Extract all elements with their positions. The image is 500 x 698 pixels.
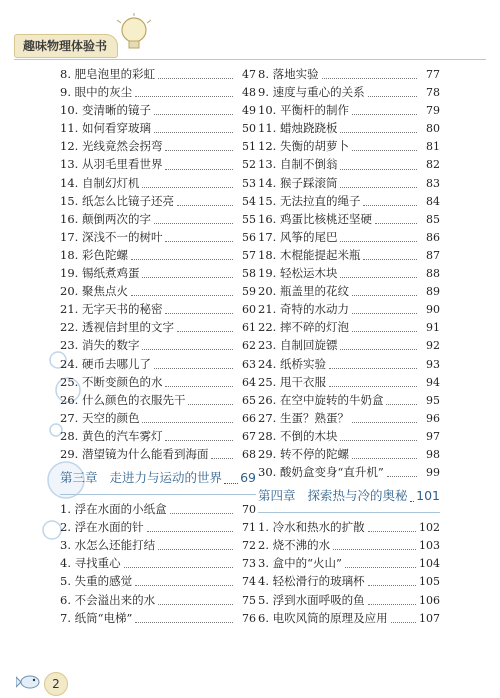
leader-dots (352, 457, 417, 459)
leader-dots (154, 113, 233, 115)
toc-entry[interactable] (258, 573, 440, 591)
toc-entry-page: 78 (426, 86, 440, 100)
toc-entry-page: 104 (419, 557, 440, 571)
toc-entry-page: 75 (242, 593, 256, 607)
toc-entry-page: 93 (426, 357, 440, 371)
toc-entry[interactable] (60, 356, 256, 374)
toc-entry-title: 12. 失衡的胡萝卜 (258, 139, 349, 154)
toc-entry-page: 88 (426, 267, 440, 281)
toc-entry-page: 60 (242, 303, 256, 317)
toc-entry-title: 9. 速度与重心的关系 (258, 85, 365, 100)
chapter-page: 69 (240, 470, 256, 486)
toc-entry-page: 47 (242, 68, 256, 81)
toc-entry-page: 86 (426, 230, 440, 244)
toc-entry-page: 95 (426, 393, 440, 407)
leader-dots (368, 603, 416, 605)
leader-dots (387, 475, 417, 477)
toc-entry-title: 22. 透视信封里的文字 (60, 320, 174, 335)
toc-entry[interactable] (60, 265, 256, 283)
toc-entry-page: 105 (419, 575, 440, 589)
toc-entry-title: 20. 瓶盖里的花纹 (258, 284, 349, 299)
leader-dots (135, 584, 233, 586)
chapter-title: 探索热与冷的奥秘 (307, 488, 408, 504)
toc-entry-title: 11. 如何看穿玻璃 (60, 121, 151, 136)
leader-dots (333, 548, 416, 550)
leader-dots (154, 222, 233, 224)
leader-dots (352, 294, 417, 296)
toc-entry[interactable] (60, 592, 256, 610)
leader-dots (391, 621, 416, 623)
chapter-divider (60, 494, 256, 495)
toc-entry-title: 15. 无法拉直的绳子 (258, 193, 361, 208)
toc-entry-title: 26. 在空中旋转的牛奶盒 (258, 392, 384, 407)
toc-entry-page: 65 (242, 393, 256, 407)
toc-entry-title: 28. 不倒的木块 (258, 428, 338, 443)
book-title: 趣味物理体验书 (14, 34, 118, 58)
leader-dots (170, 512, 233, 514)
toc-entry[interactable] (60, 120, 256, 138)
leader-dots (368, 530, 416, 532)
toc-entry-page: 89 (426, 285, 440, 299)
toc-entry-title: 24. 纸桥实验 (258, 356, 326, 371)
toc-entry[interactable] (258, 301, 440, 319)
toc-entry[interactable] (258, 247, 440, 265)
chapter-label: 第三章 (60, 470, 98, 486)
leader-dots (142, 421, 233, 423)
toc-entry-title: 29. 转不停的陀螺 (258, 446, 349, 461)
toc-entry[interactable] (60, 610, 256, 628)
toc-entry-title: 14. 猴子踩滚筒 (258, 175, 338, 190)
toc-entry-page: 72 (242, 539, 256, 553)
toc-entry-title: 17. 深浅不一的树叶 (60, 229, 163, 244)
toc-entry[interactable] (60, 537, 256, 555)
toc-entry-page: 96 (426, 411, 440, 425)
toc-entry[interactable] (60, 428, 256, 446)
toc-entry[interactable] (258, 555, 440, 573)
toc-left-chapter-items (60, 501, 256, 628)
leader-dots (352, 421, 417, 423)
toc-entry[interactable] (258, 519, 440, 537)
toc-entry[interactable] (258, 229, 440, 247)
toc-entry-page: 73 (242, 557, 256, 571)
toc-entry[interactable] (60, 337, 256, 355)
toc-entry-title: 21. 奇特的水动力 (258, 302, 349, 317)
toc-entry[interactable] (60, 501, 256, 519)
toc-entry-page: 79 (426, 104, 440, 118)
toc-entry-title: 2. 烧不沸的水 (258, 538, 331, 553)
toc-entry-title: 24. 硬币去哪儿了 (60, 356, 151, 371)
leader-dots (165, 168, 233, 170)
toc-entry-page: 94 (426, 375, 440, 389)
toc-entry[interactable] (258, 428, 440, 446)
toc-entry-page: 103 (419, 539, 440, 553)
leader-dots (352, 312, 417, 314)
leader-dots (165, 149, 233, 151)
leader-dots (211, 457, 233, 459)
toc-entry[interactable] (258, 537, 440, 555)
leader-dots (329, 367, 417, 369)
toc-right-chapter-items (258, 519, 440, 628)
toc-entry-page: 106 (419, 593, 440, 607)
toc-entry[interactable] (258, 464, 440, 482)
toc-entry[interactable] (60, 573, 256, 591)
leader-dots (352, 149, 417, 151)
toc-entry-title: 11. 蜡烛跷跷板 (258, 121, 338, 136)
leader-dots (386, 403, 417, 405)
toc-entry[interactable] (60, 175, 256, 193)
toc-entry-page: 77 (426, 68, 440, 81)
leader-dots (165, 240, 233, 242)
leader-dots (340, 186, 417, 188)
toc-entry-title: 13. 从羽毛里看世界 (60, 157, 163, 172)
leader-dots (131, 294, 233, 296)
toc-entry[interactable] (60, 519, 256, 537)
toc-entry[interactable] (60, 138, 256, 156)
toc-entry-page: 71 (242, 521, 256, 535)
toc-entry-title: 16. 鸡蛋比核桃还坚硬 (258, 211, 372, 226)
leader-dots (352, 330, 417, 332)
toc-entry-title: 1. 冷水和热水的扩散 (258, 520, 365, 535)
toc-entry-page: 52 (242, 158, 256, 172)
toc-entry-page: 54 (242, 194, 256, 208)
toc-entry[interactable] (60, 156, 256, 174)
toc-entry-title: 4. 寻找重心 (60, 556, 121, 571)
toc-entry[interactable] (60, 84, 256, 102)
leader-dots (363, 258, 417, 260)
toc-entry[interactable] (258, 211, 440, 229)
toc-entry[interactable] (60, 66, 256, 84)
toc-entry-title: 18. 木棍能提起米瓶 (258, 247, 361, 262)
toc-entry-page: 51 (242, 140, 256, 154)
toc-entry-title: 2. 浮在水面的针 (60, 520, 144, 535)
toc-entry[interactable] (258, 156, 440, 174)
toc-entry[interactable] (60, 555, 256, 573)
toc-entry-page: 102 (419, 521, 440, 535)
toc-entry[interactable] (60, 446, 256, 464)
leader-dots (340, 131, 417, 133)
toc-entry-page: 56 (242, 230, 256, 244)
toc-entry-page: 76 (242, 611, 256, 625)
toc-entry-page: 64 (242, 375, 256, 389)
toc-entry-title: 15. 纸怎么比镜子还亮 (60, 193, 174, 208)
toc-entry-page: 84 (426, 194, 440, 208)
toc-entry-title: 6. 电吹风筒的原理及应用 (258, 610, 388, 625)
leader-dots (410, 500, 415, 502)
leader-dots (142, 348, 233, 350)
leader-dots (135, 95, 233, 97)
toc-entry[interactable] (258, 283, 440, 301)
toc-entry-page: 97 (426, 429, 440, 443)
toc-entry-page: 53 (242, 176, 256, 190)
toc-entry[interactable] (258, 337, 440, 355)
chapter-page: 101 (416, 488, 440, 504)
toc-entry[interactable] (258, 138, 440, 156)
toc-entry-title: 21. 无字天书的秘密 (60, 302, 163, 317)
toc-entry[interactable] (258, 265, 440, 283)
fish-icon (16, 668, 44, 696)
toc-entry[interactable] (258, 84, 440, 102)
leader-dots (154, 131, 233, 133)
toc-entry-title: 12. 光线竟然会拐弯 (60, 139, 163, 154)
leader-dots (322, 77, 417, 79)
toc-entry-title: 18. 彩色陀螺 (60, 247, 128, 262)
leader-dots (165, 385, 233, 387)
toc-entry-title: 3. 盒中的“火山” (258, 556, 342, 571)
header-divider (14, 59, 486, 60)
toc-entry[interactable] (258, 356, 440, 374)
leader-dots (375, 222, 417, 224)
leader-dots (135, 621, 233, 623)
leader-dots (363, 204, 417, 206)
toc-entry[interactable] (258, 610, 440, 628)
toc-entry-page: 87 (426, 248, 440, 262)
toc-entry-title: 5. 失重的感觉 (60, 574, 133, 589)
toc-entry-page: 59 (242, 285, 256, 299)
toc-entry-title: 26. 什么颜色的衣服先干 (60, 392, 186, 407)
toc-entry-title: 5. 浮到水面呼吸的鱼 (258, 592, 365, 607)
toc-entry-title: 29. 潜望镜为什么能看到海面 (60, 446, 209, 461)
toc-entry[interactable] (258, 374, 440, 392)
toc-entry-page: 107 (419, 611, 440, 625)
toc-entry[interactable] (60, 247, 256, 265)
leader-dots (224, 482, 238, 484)
toc-entry-title: 28. 黄色的汽车雾灯 (60, 428, 163, 443)
toc-entry[interactable] (60, 193, 256, 211)
toc-entry-title: 14. 自制幻灯机 (60, 175, 140, 190)
toc-entry-page: 48 (242, 86, 256, 100)
leader-dots (368, 95, 417, 97)
toc-entry-page: 66 (242, 411, 256, 425)
toc-entry-title: 16. 颠倒两次的字 (60, 211, 151, 226)
toc-right-items (258, 66, 440, 482)
lightbulb-icon (112, 12, 158, 58)
toc-left-column (60, 66, 256, 628)
toc-entry[interactable] (60, 283, 256, 301)
toc-entry-page: 91 (426, 321, 440, 335)
toc-entry[interactable] (258, 102, 440, 120)
toc-entry-title: 1. 浮在水面的小纸盒 (60, 502, 167, 517)
toc-entry-page: 85 (426, 212, 440, 226)
toc-entry-title: 23. 自制回旋镖 (258, 338, 338, 353)
toc-entry-page: 82 (426, 158, 440, 172)
leader-dots (158, 603, 233, 605)
leader-dots (340, 439, 417, 441)
toc-entry-page: 61 (242, 321, 256, 335)
toc-entry-title: 27. 生蛋？熟蛋？ (258, 410, 349, 425)
toc-entry-title: 10. 平衡杆的制作 (258, 103, 349, 118)
toc-entry-page: 63 (242, 357, 256, 371)
leader-dots (345, 566, 416, 568)
toc-entry-page: 74 (242, 575, 256, 589)
toc-entry-title: 6. 不会溢出来的水 (60, 592, 156, 607)
leader-dots (329, 385, 417, 387)
toc-entry-title: 13. 自制不倒翁 (258, 157, 338, 172)
toc-entry[interactable] (60, 211, 256, 229)
chapter-divider (258, 512, 440, 513)
toc-entry-title: 22. 摔不碎的灯泡 (258, 320, 349, 335)
leader-dots (154, 367, 233, 369)
toc-entry-title: 27. 天空的颜色 (60, 410, 140, 425)
leader-dots (142, 276, 233, 278)
toc-entry[interactable] (258, 175, 440, 193)
toc-entry-page: 92 (426, 339, 440, 353)
toc-entry[interactable] (258, 410, 440, 428)
toc-entry-title: 9. 眼中的灰尘 (60, 85, 133, 100)
toc-entry-title: 3. 水怎么还能打结 (60, 538, 156, 553)
toc-entry-page: 50 (242, 122, 256, 136)
leader-dots (158, 77, 233, 79)
leader-dots (165, 439, 233, 441)
toc-entry[interactable] (60, 102, 256, 120)
toc-entry-page: 67 (242, 429, 256, 443)
leader-dots (340, 276, 417, 278)
toc-entry[interactable] (60, 374, 256, 392)
toc-entry-page: 58 (242, 267, 256, 281)
toc-entry-page: 99 (426, 466, 440, 480)
leader-dots (177, 204, 233, 206)
toc-entry-page: 80 (426, 122, 440, 136)
toc-entry[interactable] (258, 392, 440, 410)
toc-entry[interactable] (60, 301, 256, 319)
toc-entry-title: 19. 锡纸煮鸡蛋 (60, 266, 140, 281)
toc-entry[interactable] (258, 592, 440, 610)
page-number: 2 (44, 672, 68, 696)
toc-entry-page: 83 (426, 176, 440, 190)
toc-entry-title: 4. 轻松滑行的玻璃杯 (258, 574, 365, 589)
toc-entry[interactable] (258, 446, 440, 464)
chapter-four-heading[interactable] (258, 486, 440, 510)
chapter-label: 第四章 (258, 488, 296, 504)
toc-entry-page: 98 (426, 447, 440, 461)
toc-entry[interactable] (60, 229, 256, 247)
leader-dots (131, 258, 233, 260)
leader-dots (352, 113, 417, 115)
leader-dots (368, 584, 416, 586)
toc-entry-title: 7. 纸筒“电梯” (60, 610, 133, 625)
leader-dots (147, 530, 233, 532)
leader-dots (124, 566, 233, 568)
toc-entry-page: 90 (426, 303, 440, 317)
leader-dots (340, 348, 417, 350)
toc-entry-page: 68 (242, 447, 256, 461)
toc-entry-title: 10. 变清晰的镜子 (60, 103, 151, 118)
toc-entry-page: 62 (242, 339, 256, 353)
chapter-title: 走进力与运动的世界 (109, 470, 223, 486)
toc-entry[interactable] (60, 319, 256, 337)
toc-entry[interactable] (258, 319, 440, 337)
leader-dots (165, 312, 233, 314)
toc-entry[interactable] (258, 193, 440, 211)
toc-left-items (60, 66, 256, 464)
toc-entry[interactable] (60, 392, 256, 410)
toc-entry[interactable] (60, 410, 256, 428)
toc-entry-title: 23. 消失的数字 (60, 338, 140, 353)
leader-dots (158, 548, 233, 550)
chapter-three-heading[interactable] (60, 468, 256, 492)
leader-dots (177, 330, 233, 332)
toc-entry-title: 30. 酸奶盒变身“直升机” (258, 465, 384, 480)
toc-entry-title: 25. 不断变颜色的水 (60, 374, 163, 389)
toc-entry-page: 55 (242, 212, 256, 226)
toc-entry-title: 19. 轻松运木块 (258, 266, 338, 281)
toc-entry[interactable] (258, 120, 440, 138)
leader-dots (142, 186, 233, 188)
toc-entry[interactable] (258, 66, 440, 84)
toc-entry-title: 17. 风筝的尾巴 (258, 229, 338, 244)
leader-dots (340, 240, 417, 242)
leader-dots (340, 168, 417, 170)
toc-right-column (258, 66, 440, 628)
toc-entry-title: 8. 肥皂泡里的彩虹 (60, 67, 156, 81)
toc-entry-page: 57 (242, 248, 256, 262)
toc-entry-title: 25. 甩干衣服 (258, 374, 326, 389)
toc-entry-page: 70 (242, 503, 256, 517)
toc-entry-title: 8. 落地实验 (258, 67, 319, 81)
leader-dots (188, 403, 233, 405)
toc-entry-page: 81 (426, 140, 440, 154)
toc-entry-page: 49 (242, 104, 256, 118)
toc-entry-title: 20. 聚焦点火 (60, 284, 128, 299)
